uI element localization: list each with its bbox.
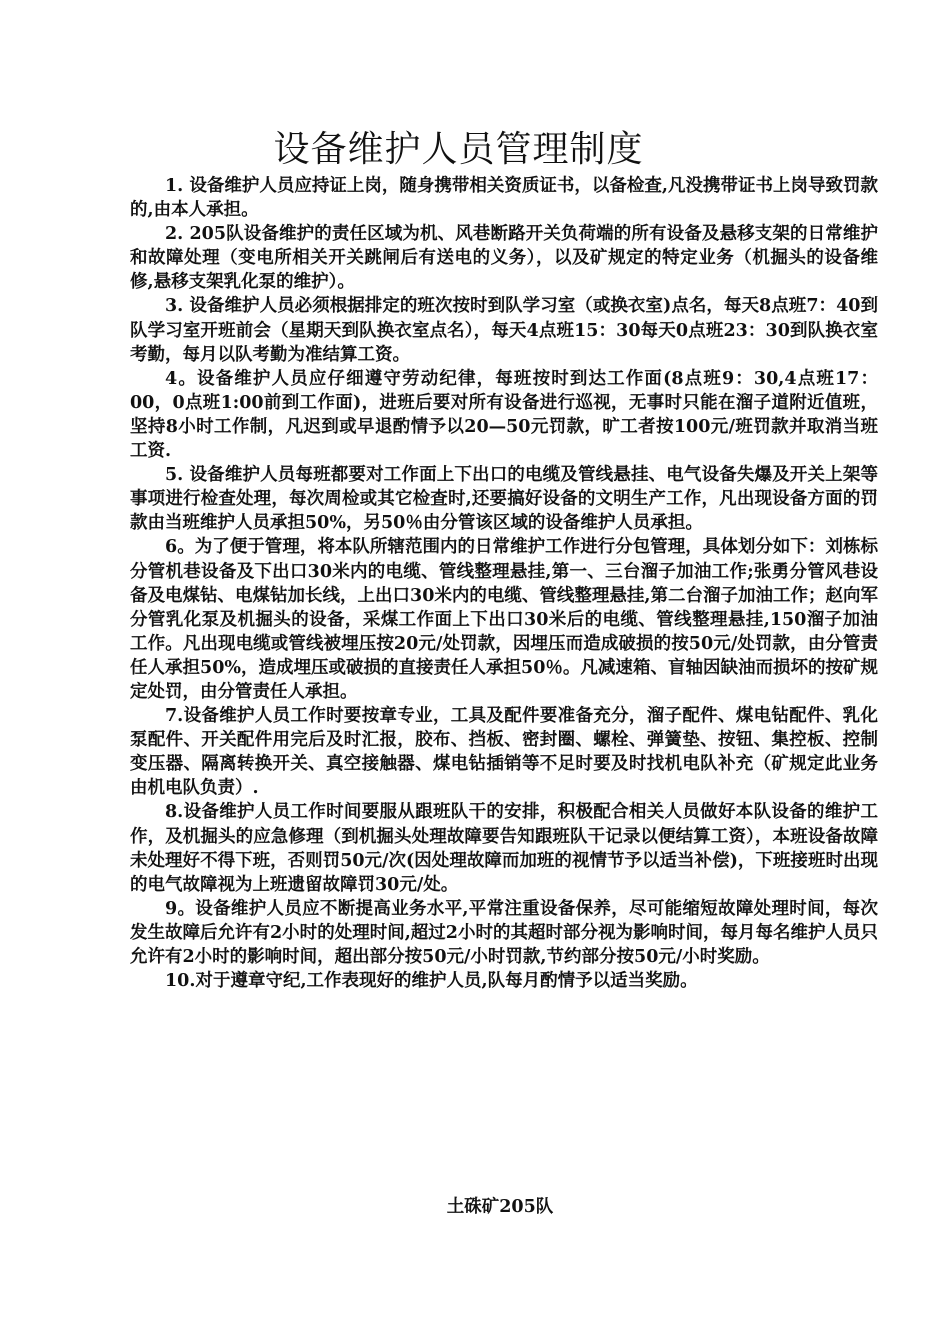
document-body (130, 174, 878, 993)
paragraph-2: 2. 205队设备维护的责任区域为机、风巷断路开关负荷端的所有设备及悬移支架的日常维护和故障处理（变电所相关开关跳闸后有送电的义务），以及矿规定的特定业务（机掘头的设备维修,悬移支架乳化泵的维护）。 (130, 224, 878, 293)
document-signature: 土硃矿205队 (446, 1197, 554, 1217)
paragraph-8: 8.设备维护人员工作时间要服从跟班队干的安排，积极配合相关人员做好本队设备的维护工作，及机掘头的应急修理（到机掘头处理故障要告知跟班队干记录以便结算工资），本班设备故障未处理好不得下班，否则罚50元/次(因处理故障而加班的视情节予以适当补偿)，下班接班时出现的电气故障视为上班遗留故障罚30元/处。 (130, 802, 878, 895)
paragraph-5: 5. 设备维护人员每班都要对工作面上下出口的电缆及管线悬挂、电气设备失爆及开关上架等事项进行检查处理，每次周检或其它检查时,还要搞好设备的文明生产工作，凡出现设备方面的罚款由当班维护人员承担50%，另50％由分管该区域的设备维护人员承担。 (130, 465, 878, 534)
paragraph-6: 6。为了便于管理，将本队所辖范围内的日常维护工作进行分包管理，具体划分如下：刘栋标分管机巷设备及下出口30米内的电缆、管线整理悬挂,第一、三台溜子加油工作;张勇分管风巷设备及电煤钻、电煤钻加长线，上出口30米内的电缆、管线整理悬挂,第二台溜子加油工作；赵向军分管乳化泵及机掘头的设备，采煤工作面上下出口30米后的电缆、管线整理悬挂,150溜子加油工作。凡出现电缆或管线被埋压按20元/处罚款，因埋压而造成破损的按50元/处罚款，由分管责任人承担50%，造成埋压或破损的直接责任人承担50％。凡减速箱、盲轴因缺油而损坏的按矿规定处罚，由分管责任人承担。 (130, 537, 878, 702)
paragraph-7: 7.设备维护人员工作时要按章专业，工具及配件要准备充分，溜子配件、煤电钻配件、乳化泵配件、开关配件用完后及时汇报，胶布、挡板、密封圈、螺栓、弹簧垫、按钮、集控板、控制变压器、隔离转换开关、真空接触器、煤电钻插销等不足时要及时找机电队补充（矿规定此业务由机电队负责）. (130, 706, 878, 799)
paragraph-3: 3. 设备维护人员必须根据排定的班次按时到队学习室（或换衣室)点名，每天8点班7：40到队学习室开班前会（星期天到队换衣室点名），每天4点班15：30每天0点班23：30到队换衣室考勤，每月以队考勤为准结算工资。 (130, 296, 878, 365)
paragraph-10: 10.对于遵章守纪,工作表现好的维护人员,队每月酌情予以适当奖励。 (165, 971, 698, 992)
document-title: 设备维护人员管理制度 (273, 129, 644, 170)
paragraph-4: 4。设备维护人员应仔细遵守劳动纪律，每班按时到达工作面(8点班9：30,4点班17：00，0点班1:00前到工作面)，进班后要对所有设备进行巡视，无事时只能在溜子道附近值班，坚持8小时工作制，凡迟到或早退酌情予以20—50元罚款，旷工者按100元/班罚款并取消当班工资. (130, 368, 878, 462)
paragraph-9: 9。设备维护人员应不断提高业务水平,平常注重设备保养，尽可能缩短故障处理时间，每次发生故障后允许有2小时的处理时间,超过2小时的其超时部分视为影响时间，每月每名维护人员只允许有2小时的影响时间，超出部分按50元/小时罚款,节约部分按50元/小时奖励。 (130, 898, 878, 967)
paragraph-1: 1. 设备维护人员应持证上岗，随身携带相关资质证书，以备检查,凡没携带证书上岗导致罚款的,由本人承担。 (130, 176, 878, 221)
